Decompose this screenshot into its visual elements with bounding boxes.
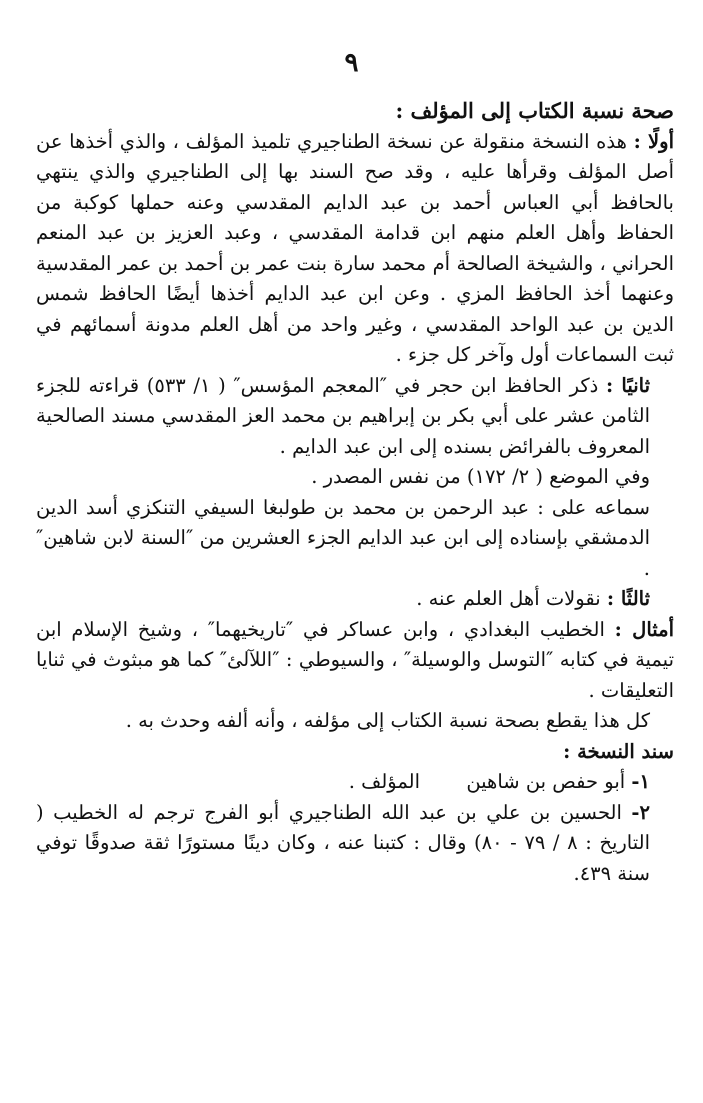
page-number: ٩ xyxy=(344,48,359,78)
sanad-item-2-number: ٢- xyxy=(631,800,650,824)
page-body xyxy=(36,96,674,889)
paragraph-first xyxy=(36,127,674,371)
text-second: ذكر الحافظ ابن حجر في ″المعجم المؤسس″ ( ١/ ٥٣٣) قراءته للجزء الثامن عشر على أبي بكر بن إبراهيم بن محمد العز المقدسي مسند الصالحية المعروف بالفرائض بسنده إلى ابن عبد الدايم . xyxy=(36,373,650,458)
paragraph-conclusion: كل هذا يقطع بصحة نسبة الكتاب إلى مؤلفه ، وأنه ألفه وحدث به . xyxy=(125,709,650,732)
text-first: هذه النسخة منقولة عن نسخة الطناجيري تلميذ المؤلف ، والذي أخذها عن أصل المؤلف وقرأها عليه ، وقد صح السند بها إلى الطناجيري والذي ينتهي بالحافظ أبي العباس أحمد بن عبد الدايم المقدسي وعنه حملها كوكبة من الحفاظ وأهل العلم منهم ابن قدامة المقدسي ، وعبد العزيز بن عبد المنعم الحراني ، والشيخة الصالحة أم محمد سارة بنت عمر بن أحمد بن عمر المقدسية وعنهما أخذ الحافظ المزي . وعن ابن عبد الدايم أخذها أيضًا الحافظ شمس الدين بن عبد الواحد المقدسي ، وغير واحد من أهل العلم مدونة أسمائهم في ثبت السماعات أول وآخر كل جزء . xyxy=(36,129,674,366)
paragraph-second-ref: وفي الموضع ( ٢/ ١٧٢) من نفس المصدر . xyxy=(311,465,650,488)
text-third: نقولات أهل العلم عنه . xyxy=(416,587,601,610)
sanad-item-1-role: المؤلف . xyxy=(348,770,420,793)
sanad-item-1-number: ١- xyxy=(631,770,650,793)
sanad-item-1-name: أبو حفص بن شاهين xyxy=(466,770,626,793)
label-first: أولًا : xyxy=(633,129,674,153)
label-third: ثالثًا : xyxy=(606,587,650,610)
sanad-item-2-text: الحسين بن علي بن عبد الله الطناجيري أبو الفرج ترجم له الخطيب ( التاريخ : ٨ / ٧٩ - ٨٠) وقال : كتبنا عنه ، وكان دينًا مستورًا ثقة صدوقًا توفي سنة ٤٣٩. xyxy=(36,800,650,885)
paragraph-third xyxy=(36,584,674,615)
paragraph-examples xyxy=(36,615,674,707)
paragraph-second-sama: سماعه على : عبد الرحمن بن محمد بن طولبغا السيفي التنكزي أسد الدين الدمشقي بإسناده إلى ابن عبد الدايم الجزء العشرين من ″السنة لابن شاهين″ . xyxy=(36,495,650,580)
paragraph-second xyxy=(36,371,674,463)
label-second: ثانيًا : xyxy=(605,373,650,397)
sanad-item-2 xyxy=(36,798,674,890)
sanad-item-1 xyxy=(36,767,674,798)
text-examples: الخطيب البغدادي ، وابن عساكر في ″تاريخيهما″ ، وشيخ الإسلام ابن تيمية في كتابه ″التوسل والوسيلة″ ، والسيوطي : ″اللآلئ″ كما هو مبثوث في ثنايا التعليقات . xyxy=(36,617,674,702)
section-heading: صحة نسبة الكتاب إلى المؤلف : xyxy=(395,98,674,123)
label-examples: أمثال : xyxy=(614,617,675,641)
sanad-item-1-name-cell xyxy=(420,767,650,798)
sanad-heading: سند النسخة : xyxy=(563,739,674,763)
